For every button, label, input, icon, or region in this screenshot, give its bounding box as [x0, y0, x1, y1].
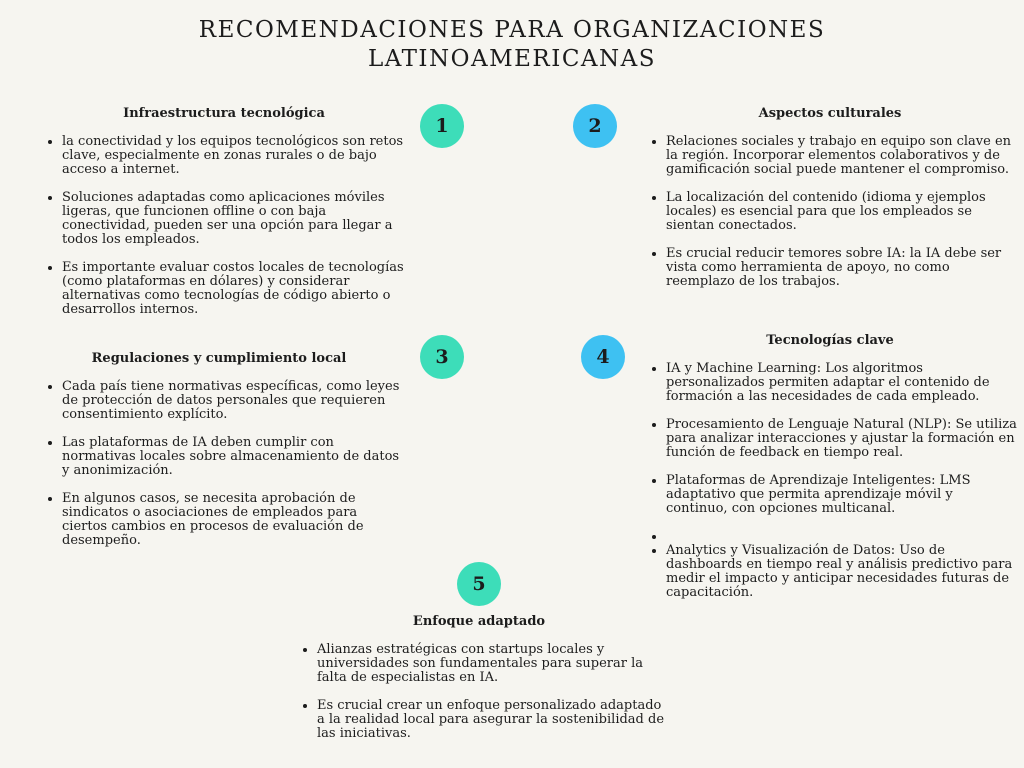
list-item: • En algunos casos, se necesita aprobación de sindicatos o asociaciones de empleados para ciertos cambios en procesos de evaluación de desempeño. — [62, 492, 400, 548]
list-item: • Es importante evaluar costos locales de tecnologías (como plataformas en dólares) y considerar alternativas como tecnologías de código abierto o desarrollos internos. — [62, 261, 410, 317]
list-item-empty — [666, 530, 1018, 544]
section-infraestructura — [38, 106, 410, 331]
list-item: • Las plataformas de IA deben cumplir con normativas locales sobre almacenamiento de datos y anonimización. — [62, 436, 400, 478]
list-item: • IA y Machine Learning: Los algoritmos personalizados permiten adaptar el contenido de formación a las necesidades de cada empleado. — [666, 362, 1018, 404]
section-aspectos-culturales — [642, 106, 1018, 303]
page-title-line-2: LATINOAMERICANAS — [367, 46, 657, 72]
section-heading: Aspectos culturales — [758, 106, 902, 121]
number-badge-4: 4 — [581, 335, 625, 379]
bullet-list — [642, 135, 1018, 289]
section-heading: Tecnologías clave — [766, 333, 894, 348]
section-enfoque-adaptado — [293, 614, 665, 755]
section-tecnologias-clave — [642, 333, 1018, 614]
number-badge-1: 1 — [420, 104, 464, 148]
bullet-list — [38, 135, 410, 317]
bullet-list — [642, 362, 1018, 600]
list-item: • Relaciones sociales y trabajo en equipo son clave en la región. Incorporar elementos colaborativos y de gamificación social puede mantener el compromiso. — [666, 135, 1018, 177]
page-title-line-1: RECOMENDACIONES PARA ORGANIZACIONES — [198, 17, 826, 43]
list-item: • Es crucial reducir temores sobre IA: la IA debe ser vista como herramienta de apoyo, no como reemplazo de los trabajos. — [666, 247, 1018, 289]
bullet-list — [38, 380, 400, 548]
number-badge-3: 3 — [420, 335, 464, 379]
number-badge-5: 5 — [457, 562, 501, 606]
list-item: • Soluciones adaptadas como aplicaciones móviles ligeras, que funcionen offline o con baja conectividad, pueden ser una opción para llegar a todos los empleados. — [62, 191, 410, 247]
list-item: • La localización del contenido (idioma y ejemplos locales) es esencial para que los empleados se sientan conectados. — [666, 191, 1018, 233]
section-heading: Infraestructura tecnológica — [123, 106, 325, 121]
list-item: • la conectividad y los equipos tecnológicos son retos clave, especialmente en zonas rurales o de bajo acceso a internet. — [62, 135, 410, 177]
section-heading: Regulaciones y cumplimiento local — [91, 351, 347, 366]
number-badge-2: 2 — [573, 104, 617, 148]
list-item: • Alianzas estratégicas con startups locales y universidades son fundamentales para superar la falta de especialistas en IA. — [317, 643, 665, 685]
section-heading: Enfoque adaptado — [412, 614, 546, 629]
list-item: • Es crucial crear un enfoque personalizado adaptado a la realidad local para asegurar la sostenibilidad de las iniciativas. — [317, 699, 665, 741]
section-regulaciones — [38, 351, 400, 562]
list-item: • Cada país tiene normativas específicas, como leyes de protección de datos personales que requieren consentimiento explícito. — [62, 380, 400, 422]
list-item: • Plataformas de Aprendizaje Inteligentes: LMS adaptativo que permita aprendizaje móvil y continuo, con opciones multicanal. — [666, 474, 1018, 516]
list-item: • Analytics y Visualización de Datos: Uso de dashboards en tiempo real y análisis predictivo para medir el impacto y anticipar necesidades futuras de capacitación. — [666, 544, 1018, 600]
bullet-list — [293, 643, 665, 741]
list-item: • Procesamiento de Lenguaje Natural (NLP): Se utiliza para analizar interacciones y ajustar la formación en función de feedback en tiempo real. — [666, 418, 1018, 460]
page-title — [0, 16, 1024, 74]
